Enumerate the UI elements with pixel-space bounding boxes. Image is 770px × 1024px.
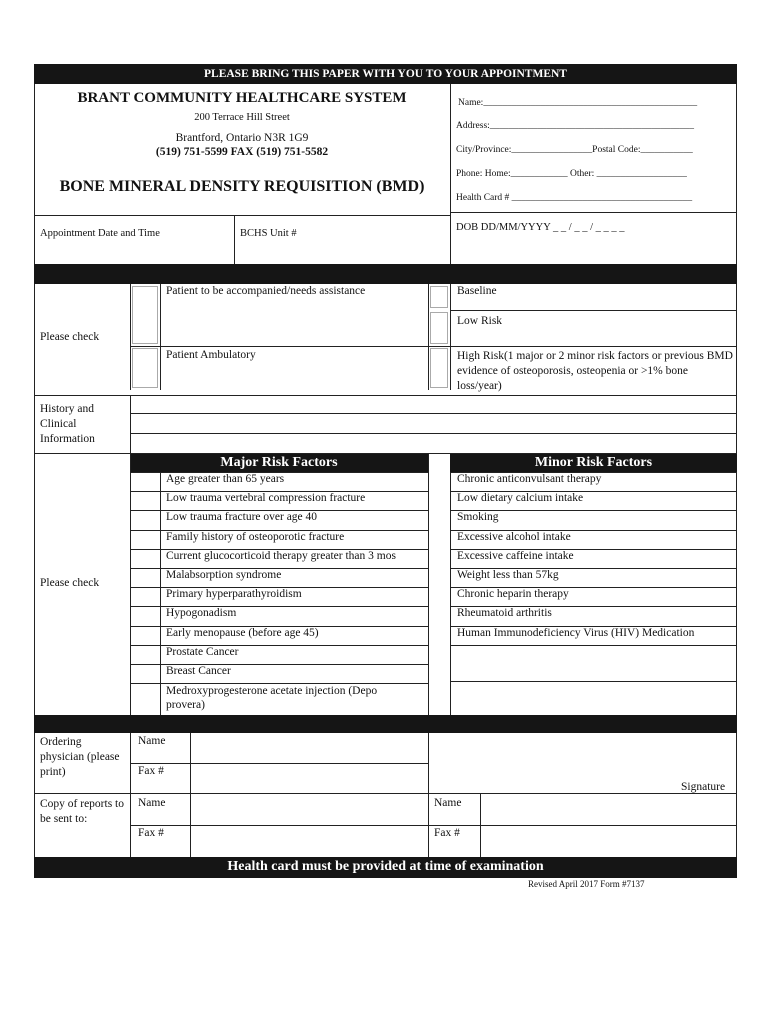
org-phone-fax: (519) 751-5599 FAX (519) 751-5582 — [155, 146, 329, 158]
phys-line-2 — [34, 793, 737, 794]
check1-col-b — [160, 284, 161, 390]
appointment-date-label: Appointment Date and Time — [40, 228, 160, 239]
top-banner — [34, 64, 737, 84]
minor-risk-item: Rheumatoid arthritis — [457, 607, 552, 620]
section-bar-1 — [34, 264, 737, 284]
major-risk-checkbox[interactable] — [132, 608, 158, 623]
major-risk-item: Hypogonadism — [166, 607, 237, 620]
baseline-checkbox[interactable] — [430, 286, 448, 308]
org-name: BRANT COMMUNITY HEALTHCARE SYSTEM — [77, 90, 407, 106]
phys-col-b — [190, 733, 191, 857]
minor-risk-item: Human Immunodeficiency Virus (HIV) Medication — [457, 626, 695, 639]
risk-col-b — [160, 472, 161, 715]
minor-risk-checkbox[interactable] — [430, 570, 448, 585]
minor-risk-checkbox[interactable] — [430, 474, 448, 489]
patient-city-field[interactable]: City/Province:_________________Postal Code:___________ — [456, 145, 693, 155]
minor-risk-item: Weight less than 57kg — [457, 569, 559, 581]
signature-label: Signature — [681, 781, 726, 793]
phys-line-3 — [130, 825, 737, 826]
header-divider — [450, 84, 451, 264]
major-risk-item: Malabsorption syndrome — [166, 569, 282, 581]
copy-name-input[interactable] — [192, 795, 426, 823]
physician-fax-label: Fax # — [138, 765, 164, 777]
minor-row-line — [450, 681, 737, 682]
phys-col-c — [428, 733, 429, 857]
patient-address-field[interactable]: Address:___________________________________________ — [456, 121, 695, 131]
copy2-fax-label: Fax # — [434, 827, 460, 839]
major-risk-item: Primary hyperparathyroidism — [166, 588, 302, 601]
history-col — [130, 395, 131, 453]
minor-risk-checkbox[interactable] — [430, 628, 448, 643]
minor-risk-item: Excessive caffeine intake — [457, 549, 574, 562]
major-risk-checkbox[interactable] — [132, 493, 158, 508]
high-risk-option: High Risk(1 major or 2 minor risk factors or previous BMD evidence of osteoporosis, osteopenia or >1% bone loss/year) — [457, 350, 733, 392]
accompanied-checkbox[interactable] — [132, 286, 158, 344]
dob-field[interactable]: DOB DD/MM/YYYY _ _ / _ _ / _ _ _ _ — [456, 222, 625, 233]
major-risk-item: Breast Cancer — [166, 665, 231, 677]
phys-line-1 — [130, 763, 428, 764]
physician-name-label: Name — [138, 735, 166, 747]
major-risk-checkbox[interactable] — [132, 474, 158, 489]
baseline-option: Baseline — [457, 285, 497, 297]
dob-separator — [450, 212, 737, 213]
copy2-name-input[interactable] — [482, 795, 735, 823]
check1-row-line-2 — [130, 346, 737, 347]
copy-name-label: Name — [138, 797, 166, 809]
copy2-col — [480, 793, 481, 857]
major-risk-checkbox[interactable] — [132, 570, 158, 585]
copy-reports-label: Copy of reports to be sent to: — [40, 798, 125, 825]
check1-col-d — [450, 284, 451, 390]
risk-col-d — [450, 472, 451, 715]
check1-col-c — [428, 284, 429, 390]
section-bar-2 — [34, 715, 737, 733]
copy2-fax-input[interactable] — [482, 827, 735, 855]
low-risk-option: Low Risk — [457, 315, 503, 327]
bottom-banner-text: Health card must be provided at time of examination — [227, 859, 544, 874]
major-risk-item: Family history of osteoporotic fracture — [166, 530, 345, 543]
patient-name-field[interactable]: Name:_____________________________________________ — [458, 98, 698, 108]
history-label: History and Clinical Information — [40, 403, 95, 445]
check1-col-a — [130, 284, 131, 390]
low-risk-checkbox[interactable] — [430, 312, 448, 344]
ambulatory-checkbox[interactable] — [132, 348, 158, 388]
major-risk-checkbox[interactable] — [132, 512, 158, 527]
major-risk-item: Low trauma fracture over age 40 — [166, 511, 318, 524]
org-address2: Brantford, Ontario N3R 1G9 — [175, 132, 309, 144]
please-check-label-2: Please check — [40, 577, 100, 589]
major-risk-checkbox[interactable] — [132, 589, 158, 604]
major-risk-item: Low trauma vertebral compression fracture — [166, 492, 366, 505]
accompanied-option: Patient to be accompanied/needs assistance — [166, 285, 366, 297]
minor-risk-checkbox[interactable] — [430, 608, 448, 623]
major-title: Major Risk Factors — [220, 455, 338, 470]
copy-fax-label: Fax # — [138, 827, 164, 839]
minor-risk-item: Chronic heparin therapy — [457, 588, 569, 601]
major-header — [130, 454, 428, 472]
revision-note: Revised April 2017 Form #7137 — [528, 879, 645, 889]
minor-risk-checkbox[interactable] — [430, 551, 448, 566]
major-risk-checkbox[interactable] — [132, 685, 158, 713]
org-address1: 200 Terrace Hill Street — [194, 112, 290, 123]
minor-row-line — [450, 645, 737, 646]
major-risk-item: Medroxyprogesterone acetate injection (Depo provera) — [166, 685, 378, 712]
bottom-banner — [34, 857, 737, 878]
appointment-divider — [234, 215, 235, 264]
check1-row-line-1 — [450, 310, 737, 311]
health-card-field[interactable]: Health Card # ______________________________________ — [456, 193, 693, 203]
major-risk-checkbox[interactable] — [132, 666, 158, 681]
patient-phone-field[interactable]: Phone: Home:____________ Other: ___________________ — [456, 169, 687, 179]
major-risk-item: Age greater than 65 years — [166, 473, 285, 485]
major-risk-item: Early menopause (before age 45) — [166, 626, 319, 639]
minor-risk-checkbox[interactable] — [430, 589, 448, 604]
major-risk-item: Current glucocorticoid therapy greater than 3 mos — [166, 549, 396, 562]
history-top-line — [34, 395, 737, 396]
high-risk-checkbox[interactable] — [430, 348, 448, 388]
copy-fax-input[interactable] — [192, 827, 426, 855]
minor-risk-checkbox[interactable] — [430, 512, 448, 527]
risk-col-c — [428, 454, 429, 715]
please-check-label-1: Please check — [40, 331, 100, 343]
phys-col-a — [130, 733, 131, 857]
appointment-top-line — [34, 215, 450, 216]
major-risk-item: Prostate Cancer — [166, 645, 239, 658]
risk-col-a — [130, 454, 131, 715]
minor-title: Minor Risk Factors — [534, 455, 653, 470]
physician-name-input[interactable] — [192, 735, 426, 761]
copy2-name-label: Name — [434, 797, 462, 809]
major-risk-checkbox[interactable] — [132, 628, 158, 643]
physician-fax-input[interactable] — [192, 765, 426, 791]
minor-risk-checkbox[interactable] — [430, 532, 448, 547]
minor-risk-item: Excessive alcohol intake — [457, 530, 571, 543]
history-input[interactable] — [132, 397, 735, 451]
minor-risk-item: Smoking — [457, 511, 499, 524]
bchs-unit-label: BCHS Unit # — [240, 228, 297, 239]
ambulatory-option: Patient Ambulatory — [166, 349, 256, 361]
ordering-physician-label: Ordering physician (please print) — [40, 736, 120, 778]
major-risk-checkbox[interactable] — [132, 551, 158, 566]
minor-risk-item: Chronic anticonvulsant therapy — [457, 473, 602, 485]
major-risk-checkbox[interactable] — [132, 532, 158, 547]
major-risk-checkbox[interactable] — [132, 647, 158, 662]
minor-risk-item: Low dietary calcium intake — [457, 492, 584, 505]
form-title: BONE MINERAL DENSITY REQUISITION (BMD) — [59, 178, 425, 195]
minor-header — [450, 454, 737, 472]
minor-risk-checkbox[interactable] — [430, 493, 448, 508]
top-banner-text: PLEASE BRING THIS PAPER WITH YOU TO YOUR APPOINTMENT — [204, 68, 567, 80]
